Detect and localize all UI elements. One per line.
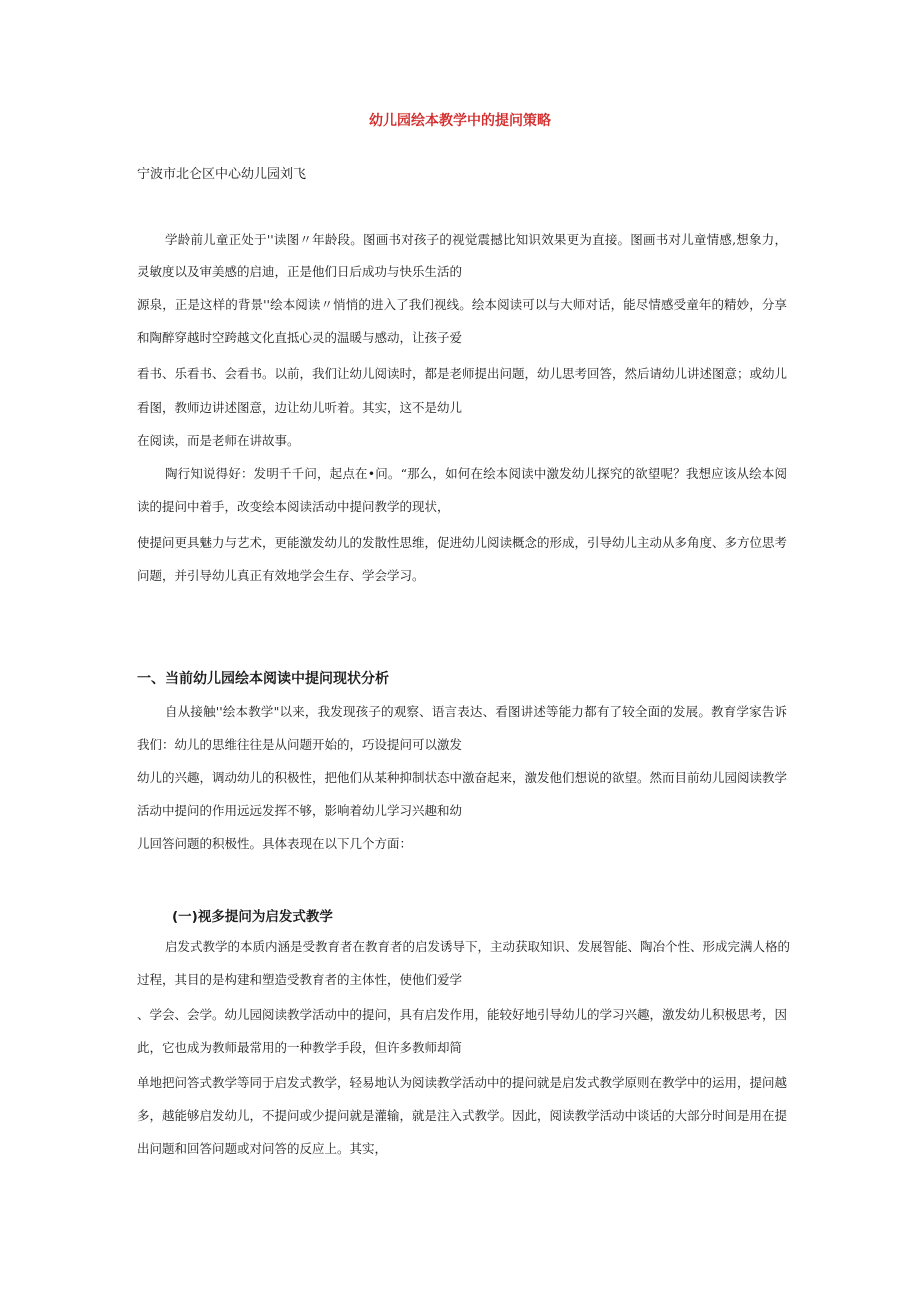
para3-line: 幼儿的兴趣，调动幼儿的积极性，把他们从某种抑制状态中激奋起来，激发他们想说的欲望。然而目前幼儿园阅读教学 (137, 770, 788, 785)
para4-line: 此，它也成为教师最常用的一种教学手段，但许多教师却简 (137, 1040, 463, 1055)
para1-line: 在阅读，而是老师在讲故事。 (137, 433, 300, 448)
section-heading: 一、当前幼儿园绘本阅读中提问现状分析 (137, 671, 389, 687)
para4-line: 、学会、会学。幼儿园阅读教学活动中的提问，具有启发作用，能较好地引导幼儿的学习兴趣，激发幼儿积极思考，因 (137, 1007, 788, 1022)
para1-line: 看图，教师边讲述图意，边让幼儿听着。其实，这不是幼儿 (137, 400, 463, 415)
para2-line: 读的提问中着手，改变绘本阅读活动中提问教学的现状， (137, 499, 450, 514)
para3-line: 自从接触''绘本教学"以来，我发现孩子的观察、语言表达、看图讲述等能力都有了较全面的发展。教育学家告诉 (165, 704, 787, 719)
para2-line: 陶行知说得好：发明千千问，起点在•问。“那么，如何在绘本阅读中激发幼儿探究的欲望呢？我想应该从绘本阅 (165, 466, 787, 481)
subsection-heading: (一)视多提问为启发式教学 (172, 909, 333, 925)
para2-line: 问题，并引导幼儿真正有效地学会生存、学会学习。 (137, 568, 425, 583)
author-line: 宁波市北仑区中心幼儿园刘飞 (137, 167, 307, 182)
para4-line: 过程，其目的是构建和塑造受教育者的主体性，使他们爱学 (137, 972, 463, 987)
para1-line: 看书、乐看书、会看书。以前，我们让幼儿阅读时，都是老师提出问题，幼儿思考回答，然后请幼儿讲述图意；或幼儿 (137, 366, 788, 381)
para4-line: 单地把问答式教学等同于启发式教学，轻易地认为阅读教学活动中的提问就是启发式教学原则在教学中的运用，提问越 (137, 1075, 788, 1090)
para4-line: 启发式教学的本质内涵是受教育者在教育者的启发诱导下，主动获取知识、发展智能、陶冶个性、形成完满人格的 (165, 939, 791, 954)
para3-line: 儿回答问题的积极性。具体表现在以下几个方面： (137, 836, 413, 851)
para1-line: 和陶醉穿越时空跨越文化直抵心灵的温暖与感动，让孩子爱 (137, 330, 463, 345)
para3-line: 活动中提问的作用远远发挥不够，影响着幼儿学习兴趣和幼 (137, 803, 463, 818)
para4-line: 多，越能够启发幼儿，不提问或少提问就是灌输，就是注入式教学。因此，阅读教学活动中谈话的大部分时间是用在提 (137, 1108, 788, 1123)
para1-line: 灵敏度以及审美感的启迪，正是他们日后成功与快乐生活的 (137, 264, 463, 279)
para4-line: 出问题和回答问题或对问答的反应上。其实， (137, 1141, 388, 1156)
para1-line: 学龄前儿童正处于''读图〃年龄段。图画书对孩子的视觉震撼比知识效果更为直接。图画书对儿童情感,想象力， (165, 232, 787, 247)
para2-line: 使提问更具魅力与艺术，更能激发幼儿的发散性思维，促进幼儿阅读概念的形成，引导幼儿主动从多角度、多方位思考 (137, 535, 788, 550)
para1-line: 源泉，正是这样的背景''绘本阅读〃悄悄的进入了我们视线。绘本阅读可以与大师对话，能尽情感受童年的精妙，分享 (137, 297, 787, 312)
document-title: 幼儿园绘本教学中的提问策略 (369, 113, 551, 129)
para3-line: 我们：幼儿的思维往往是从问题开始的，巧设提问可以激发 (137, 737, 463, 752)
